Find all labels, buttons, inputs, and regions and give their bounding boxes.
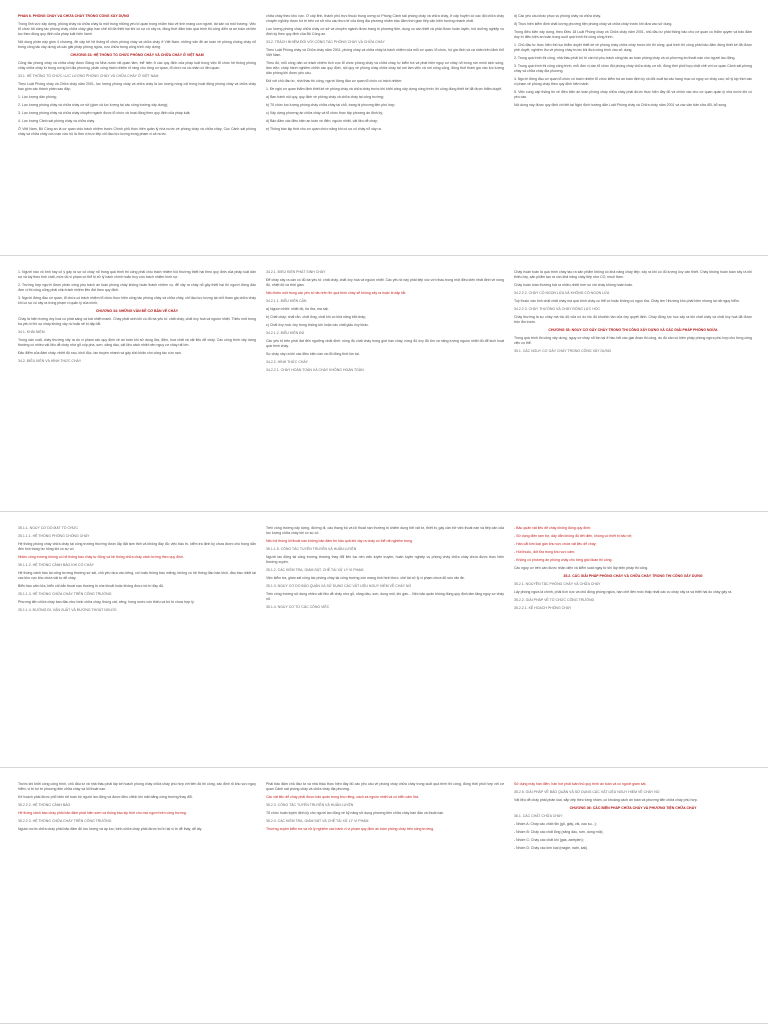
section-heading: 35.1. CÁC NGUY CƠ GÂY CHÁY TRONG CÔNG XÂY DỰNG: [514, 349, 612, 353]
paragraph: Trước khi khởi công công trình, chủ đầu tư và nhà thầu phải lập kế hoạch phòng cháy chữa cháy phù hợp với tiến độ thi công, xác định rõ khu vực nguy hiểm, vị trí bố trí phương tiện chữa cháy và lối thoát nạn.: [18, 782, 256, 791]
text-column: [514, 782, 752, 1016]
document-page: [0, 256, 768, 512]
section-heading: 35.1.2. CÁC KIỂM TRA, GIÁM SÁT, CHẾ TÀI XỬ LÝ VI PHẠM: [266, 568, 364, 572]
paragraph: Ở Việt Nam, Bộ Công an là cơ quan chịu trách nhiệm trước Chính phủ thực hiện quản lý nhà nước về phòng cháy và chữa cháy; Cục Cảnh sát phòng cháy và chữa cháy cứu nạn cứu hộ là đơn vị trực tiếp chỉ đạo lực lượng trong phạm vi cả nước.: [18, 127, 256, 136]
paragraph: Trên công trường sử dụng nhiều vật liệu dễ cháy như gỗ, xăng dầu, sơn, dung môi, khí gas... Việc bảo quản không đúng quy định làm tăng nguy cơ cháy nổ.: [266, 592, 504, 601]
paragraph: Cháy là hiện tượng ôxy hoá có phát sáng và toả nhiệt mạnh. Cháy phát sinh khi có đủ ba yếu tố: chất cháy, chất ôxy hoá và nguồn nhiệt. Thiếu một trong ba yếu tố thì sự cháy không xảy ra hoặc sẽ bị dập tắt.: [18, 317, 256, 326]
section-heading: 34.2.1.2. ĐIỀU KIỆN ĐỦ: [266, 331, 305, 335]
section-heading: 35.2.3. CÔNG TÁC TUYÊN TRUYỀN VÀ HUẤN LUYỆN: [266, 803, 354, 807]
section-heading: 34.2.2.1. CHÁY HOÀN TOÀN VÀ CHÁY KHÔNG HOÀN TOÀN: [266, 368, 364, 372]
paragraph: Nội dung này được quy định chi tiết tại Nghị định hướng dẫn Luật Phòng cháy và Chữa cháy năm 2001 và các văn bản sửa đổi, bổ sung.: [514, 103, 728, 107]
text-column: [514, 14, 752, 248]
section-heading: 33.2. TRÁCH NHIỆM ĐỐI VỚI CÔNG TÁC PHÒNG CHÁY VÀ CHỮA CHÁY: [266, 40, 385, 44]
section-heading: 34.2. ĐIỀU KIỆN VÀ HÌNH THỨC CHÁY: [18, 359, 82, 363]
paragraph: Các vật liệu dễ cháy phải được bảo quản trong kho riêng, cách xa nguồn nhiệt và có biển cấm lửa.: [266, 795, 420, 799]
paragraph: 5. Việc cung cấp thông tin về điều kiện an toàn phòng cháy chữa cháy phải được thực hiện đầy đủ và chính xác cho cơ quan quản lý nhà nước khi có yêu cầu.: [514, 90, 752, 99]
paragraph: Hệ thống cảnh báo cháy phải bảo đảm phát hiện sớm và thông báo kịp thời cho mọi người trên công trường.: [18, 811, 187, 815]
paragraph: e) Thông báo kịp thời cho cơ quan chức năng khi có sự cố cháy nổ xảy ra.: [266, 127, 382, 131]
paragraph: Kế hoạch phải được phổ biến tới toàn bộ người lao động và được điều chỉnh khi mặt bằng công trường thay đổi.: [18, 795, 193, 799]
section-heading: 34.2.1. ĐIỀU KIỆN PHÁT SINH CHÁY: [266, 270, 326, 274]
paragraph: 4. Lực lượng Cảnh sát phòng cháy và chữa cháy.: [18, 119, 95, 123]
paragraph: 4. Người đứng đầu cơ quan tổ chức có trách nhiệm tổ chức kiểm tra an toàn định kỳ và đột xuất tại các hạng mục có nguy cơ cháy cao; xử lý kịp thời các vi phạm về phòng cháy theo quy định hiện hành.: [514, 77, 752, 86]
paragraph: Các nguy cơ trên cần được nhận diện và kiểm soát ngay từ khi lập biện pháp thi công.: [514, 566, 649, 570]
paragraph: - Nhóm C: Cháy các chất khí (gas, axetylen);: [514, 838, 584, 842]
paragraph: Trong sản xuất, cháy thường xảy ra do vi phạm các quy định về an toàn khi sử dụng lửa, điện, hoá chất và vật liệu dễ cháy. Các công trình xây dựng thường có nhiều vật liệu dễ cháy như gỗ cốp pha, sơn, xăng dầu, vật liệu cách nhiệt nên nguy cơ cháy rất lớn.: [18, 338, 256, 347]
section-heading: 35.2.2. GIẢI PHÁP VỀ TỔ CHỨC CÔNG TRƯỜNG: [514, 598, 595, 602]
section-heading: 34.1. KHÁI NIỆM: [18, 330, 45, 334]
paragraph: 1. Người nào vô tình hay cố ý gây ra sự cố cháy nổ trong quá trình thi công phải chịu trách nhiệm bồi thường thiệt hại theo quy định của pháp luật dân sự và tuỳ theo tính chất, mức độ vi phạm có thể bị xử lý hành chính hoặc truy cứu trách nhiệm hình sự.: [18, 270, 256, 279]
paragraph: Theo đó, mỗi công dân có trách nhiệm tích cực tổ chức phòng cháy và chữa cháy, tự kiểm tra và phát hiện nguy cơ cháy nổ trong nơi mình sinh sống, làm việc; chấp hành nghiêm chỉnh các quy định, nội quy về phòng cháy chữa cháy tại nơi làm việc và nơi công cộng, đồng thời tham gia vào lực lượng dân phòng khi được yêu cầu.: [266, 61, 504, 75]
paragraph: - Bảo quản vật liệu dễ cháy không đúng quy định;: [514, 526, 591, 530]
text-column: [18, 782, 256, 1016]
paragraph: - Nhóm B: Cháy các chất lỏng (xăng dầu, sơn, dung môi);: [514, 830, 604, 834]
paragraph: Nội dung phần này gồm 4 chương, đề cập tới hệ thống tổ chức phòng cháy và chữa cháy ở Việt Nam, những vấn đề an toàn về phòng chống cháy nổ trong công tác xây dựng và các giải pháp phòng ngừa, cứu chữa trong công trình xây dựng.: [18, 40, 256, 49]
section-heading: 36.1. CÁC CHẤT CHỮA CHÁY: [514, 814, 563, 818]
paragraph: Trên công trường xây dựng, đường đi, cầu thang bộ và lối thoát nạn thường bị chiếm dụng bởi vật tư, thiết bị, gây cản trở việc thoát nạn và tiếp cận của lực lượng chữa cháy khi có sự cố.: [266, 526, 504, 535]
chapter-heading: CHƯƠNG 35: NGUY CƠ GÂY CHÁY TRONG THI CÔNG XÂY DỰNG VÀ CÁC GIẢI PHÁP PHÒNG NGỪA: [548, 328, 718, 332]
paragraph: Trong lĩnh vực xây dựng, phòng cháy và chữa cháy là một trong những yếu tố quan trọng nhằm bảo vệ tính mạng con người, tài sản và môi trường. Việc tổ chức tốt công tác phòng cháy chữa cháy giúp hạn chế tối đa thiệt hại khi có sự cố xảy ra, đồng thời đảm bảo quá trình thi công diễn ra an toàn và liên tục theo đúng quy định của pháp luật hiện hành.: [18, 22, 256, 36]
paragraph: - Sử dụng điện tạm bợ, dây dẫn không đủ tiết diện, không có thiết bị bảo vệ;: [514, 534, 633, 538]
section-heading: 35.1.3. NGUY CƠ DO BẢO QUẢN VÀ SỬ DỤNG CÁC VẬT LIỆU NGUY HIỂM VỀ CHÁY NỔ: [266, 584, 412, 588]
paragraph: 1. Lực lượng dân phòng;: [18, 95, 57, 99]
text-column: [514, 526, 752, 760]
paragraph: Theo Luật Phòng cháy và Chữa cháy năm 2001, lực lượng phòng cháy và chữa cháy là lực lượng nòng cốt trong hoạt động phòng cháy và chữa cháy bao gồm các thành phần sau đây:: [18, 82, 256, 91]
paragraph: d) Bảo đảm các điều kiện an toàn về điện, nguồn nhiệt, vật liệu dễ cháy;: [266, 119, 378, 123]
paragraph: Sử dụng máy hàn điện, hàn hơi phải tuân thủ quy trình an toàn và có người giám sát.: [514, 782, 647, 786]
text-column: [18, 14, 256, 248]
section-heading: 35.2.1. NGUYÊN TẮC PHÒNG CHÁY VÀ CHỮA CHÁY: [514, 582, 601, 586]
paragraph: Công tác phòng cháy và chữa cháy được Đảng và Nhà nước rất quan tâm, thể hiện ở các quy định của pháp luật trong việc tổ chức hệ thống phòng cháy chữa cháy từ trung ương tới địa phương, phân công trách nhiệm rõ ràng cho từng cơ quan, tổ chức và cá nhân có liên quan.: [18, 61, 256, 70]
paragraph: a) Nguồn nhiệt: nhiệt độ, tia lửa, ma sát;: [266, 307, 329, 311]
section-heading: 33.1. HỆ THỐNG TỔ CHỨC LỰC LƯỢNG PHÒNG CHÁY VÀ CHỮA CHÁY Ở VIỆT NAM: [18, 74, 159, 78]
paragraph: Đối với chủ đầu tư, nhà thầu thi công, người đứng đầu cơ quan tổ chức có trách nhiệm:: [266, 79, 403, 83]
paragraph: c) Xây dựng phương án chữa cháy và tổ chức thực tập phương án định kỳ;: [266, 111, 384, 115]
paragraph: Hệ thống cảnh báo tại công trường thường sơ sài, chủ yếu dựa vào kẻng, còi hoặc thông báo miệng; không có hệ thống đầu báo khói, đầu báo nhiệt tại các khu vực kho chứa vật tư dễ cháy.: [18, 571, 256, 580]
paragraph: Nếu hệ thống lối thoát nạn không bảo đảm thì hậu quả khi xảy ra cháy có thể rất nghiêm trọng.: [266, 539, 413, 543]
paragraph: - Nhóm A: Cháy các chất rắn (gỗ, giấy, vải, cao su...);: [514, 822, 597, 826]
paragraph: c) Chất ôxy hoá: ôxy trong không khí hoặc các chất giàu ôxy khác.: [266, 323, 369, 327]
paragraph: Phải bảo đảm chủ đầu tư và nhà thầu thực hiện đầy đủ các yêu cầu về phòng cháy chữa cháy trong suốt quá trình thi công, đồng thời phối hợp với cơ quan Cảnh sát phòng cháy và chữa cháy địa phương.: [266, 782, 504, 791]
paragraph: 2. Trường hợp người được phân công phụ trách an toàn phòng cháy không hoàn thành nhiệm vụ, để xảy ra cháy nổ gây thiệt hại thì người đứng đầu đơn vị thi công cũng phải chịu trách nhiệm liên đới theo quy định.: [18, 283, 256, 292]
section-heading: 35.1.1.3. HỆ THỐNG CHỮA CHÁY TRÊN CÔNG TRƯỜNG: [18, 592, 112, 596]
paragraph: 3. Lực lượng phòng cháy và chữa cháy chuyên ngành được tổ chức và hoạt động theo quy định của pháp luật;: [18, 111, 191, 115]
paragraph: Việc kiểm tra, giám sát công tác phòng cháy tại công trường còn mang tính hình thức; chế tài xử lý vi phạm chưa đủ sức răn đe.: [266, 576, 465, 580]
paragraph: Tuỳ thuộc vào tính chất chất cháy mà quá trình cháy có thể có hoặc không có ngọn lửa. Cháy âm ỉ thường khó phát hiện nhưng lại rất nguy hiểm.: [514, 299, 740, 303]
paragraph: Biển báo cấm lửa, biển chỉ dẫn thoát nạn thường bị che khuất hoặc không được bố trí đầy đủ.: [18, 584, 164, 588]
paragraph: Lấy phòng ngừa là chính, phải tích cực và chủ động phòng ngừa, hạn chế đến mức thấp nhất các vụ cháy xảy ra và thiệt hại do cháy gây ra.: [514, 590, 733, 594]
chapter-heading: 35.2. CÁC GIẢI PHÁP PHÒNG CHÁY VÀ CHỮA CHÁY TRONG THI CÔNG XÂY DỰNG: [563, 574, 703, 578]
paragraph: Lực lượng phòng cháy chữa cháy cơ sở và chuyên ngành được trang bị phương tiện, dụng cụ cần thiết và phải được huấn luyện, bồi dưỡng nghiệp vụ định kỳ theo quy định của Bộ Công an.: [266, 27, 504, 36]
paragraph: Nhiều công trường không có hệ thống báo cháy tự động và hệ thống chữa cháy vách tường theo quy định.: [18, 555, 184, 559]
section-heading: 34.2.1.1. ĐIỀU KIỆN CẦN: [266, 299, 307, 303]
section-heading: 34.2.2. HÌNH THỨC CHÁY: [266, 360, 309, 364]
section-heading: 35.1.1.5. CÔNG TÁC TUYÊN TRUYỀN VÀ HUẤN LUYỆN: [266, 547, 357, 551]
paragraph: Thường xuyên kiểm tra và xử lý nghiêm các hành vi vi phạm quy định an toàn phòng cháy trên công trường.: [266, 827, 435, 831]
paragraph: 3. Trong quá trình thi công công trình, mỗi đơn vị cần tổ chức đội phòng cháy chữa cháy cơ sở, đồng thời phối hợp chặt chẽ với cơ quan Cảnh sát phòng cháy và chữa cháy địa phương.: [514, 64, 752, 73]
text-column: [18, 270, 256, 504]
paragraph: 2. Trong quá trình thi công, nhà thầu phải bố trí cán bộ phụ trách công tác an toàn phòng cháy và có phương án thoát nạn cho người lao động.: [514, 56, 736, 60]
paragraph: Hệ thống phòng cháy chữa cháy tại công trường thường được lắp đặt tạm thời và không đầy đủ; việc bảo trì, kiểm tra định kỳ chưa được chú trọng dẫn đến tình trạng hư hỏng khi có sự cố.: [18, 542, 256, 551]
paragraph: a) Ban hành nội quy, quy định về phòng cháy và chữa cháy tại công trường;: [266, 95, 384, 99]
paragraph: 1. Chủ đầu tư thực hiện thủ tục thẩm duyệt thiết kế về phòng cháy chữa cháy trước khi thi công; quá trình thi công phải bảo đảm đúng thiết kế đã được phê duyệt, nghiệm thu về phòng cháy trước khi đưa công trình vào sử dụng.: [514, 43, 752, 52]
document-page: [0, 0, 768, 256]
chapter-heading: CHƯƠNG 34: NHỮNG VẤN ĐỀ CƠ BẢN VỀ CHÁY: [95, 309, 179, 313]
paragraph: - Hút thuốc, đốt lửa trong khu vực cấm;: [514, 550, 575, 554]
paragraph: b) Chất cháy: chất rắn, chất lỏng, chất khí có khả năng bắt cháy;: [266, 315, 367, 319]
paragraph: chữa cháy theo khu vực. Ở cấp tỉnh, thành phố trực thuộc trung ương có Phòng Cảnh sát phòng cháy và chữa cháy, ở cấp huyện có các đội chữa cháy chuyên nghiệp được bố trí trên cơ sở nhu cầu thực tế của từng địa phương nhằm bảo đảm thời gian tiếp cận hiện trường nhanh nhất.: [266, 14, 504, 23]
paragraph: - Không có phương án phòng cháy cho từng giai đoạn thi công.: [514, 558, 613, 562]
section-heading: 34.2.2.2. CHÁY CÓ NGỌN LỬA VÀ KHÔNG CÓ NGỌN LỬA: [514, 291, 610, 295]
section-heading: 35.2.5. GIẢI PHÁP VỀ BẢO QUẢN VÀ SỬ DỤNG CÁC VẬT LIỆU NGUY HIỂM VỀ CHÁY NỔ: [514, 790, 660, 794]
paragraph: Phương tiện chữa cháy ban đầu như bình chữa cháy, thùng cát, xẻng, họng nước còn thiếu và bố trí chưa hợp lý.: [18, 600, 195, 604]
paragraph: đ) Thực hiện kiểm định chất lượng phương tiện phòng cháy và chữa cháy trước khi đưa vào sử dụng.: [514, 22, 673, 26]
paragraph: Vật liệu dễ cháy phải phân loại, sắp xếp theo từng nhóm, có khoảng cách an toàn và phương tiện chữa cháy phù hợp.: [514, 798, 698, 802]
document-page: [0, 512, 768, 768]
paragraph: Các yếu tố trên phải đạt đến ngưỡng nhất định: nồng độ chất cháy trong giới hạn cháy, nồng độ ôxy đủ lớn và năng lượng nguồn nhiệt đủ để kích hoạt quá trình cháy.: [266, 339, 504, 348]
section-heading: 35.2.4. CÁC KIỂM TRA, GIÁM SÁT VÀ CHẾ TÀI XỬ LÝ VI PHẠM: [266, 819, 369, 823]
paragraph: Đặc điểm của đám cháy: nhiệt độ cao, khói độc, lan truyền nhanh và gây khó khăn cho công tác cứu nạn.: [18, 351, 182, 355]
text-column: [18, 526, 256, 760]
paragraph: d) Các yêu cầu khác phục vụ phòng cháy và chữa cháy.: [514, 14, 601, 18]
paragraph: - Hàn cắt kim loại gần khu vực chứa vật liệu dễ cháy;: [514, 542, 597, 546]
chapter-heading: PHẦN 6. PHÒNG CHÁY VÀ CHỮA CHÁY TRONG CÔNG XÂY DỰNG: [18, 14, 130, 18]
paragraph: Trong điều kiện xây dựng, theo Điều 18 Luật Phòng cháy và Chữa cháy năm 2001, chủ đầu tư phải thông báo cho cơ quan có thẩm quyền và bảo đảm duy trì điều kiện an toàn trong suốt quá trình thi công công trình.: [514, 30, 752, 39]
text-column: [266, 782, 504, 1016]
section-heading: 35.1.1.2. HỆ THỐNG CẢNH BÁO KHI CÓ CHÁY: [18, 563, 94, 567]
section-heading: 35.1.4. NGUY CƠ TỪ CÁC CÔNG VIỆC: [266, 605, 330, 609]
paragraph: Tổ chức huấn luyện định kỳ cho người lao động về kỹ năng sử dụng phương tiện chữa cháy ban đầu và thoát nạn.: [266, 811, 445, 815]
paragraph: Để cháy xảy ra cần có đủ ba yếu tố: chất cháy, chất ôxy hoá và nguồn nhiệt. Các yếu tố này phải tiếp xúc với nhau trong một điều kiện nhất định về nồng độ, nhiệt độ và thời gian.: [266, 278, 504, 287]
section-heading: 35.1.1.4. ĐƯỜNG ĐI, VẬN XUẤT VÀ ĐƯỜNG THOÁT NGƯỜI: [18, 608, 117, 612]
paragraph: 3. Người đứng đầu cơ quan, tổ chức có trách nhiệm tổ chức thực hiện công tác phòng cháy và chữa cháy, chỉ đạo lực lượng tại chỗ tham gia chữa cháy khi có sự cố xảy ra trong phạm vi quản lý của mình.: [18, 296, 256, 305]
chapter-heading: CHƯƠNG 36: CÁC BIỆN PHÁP CHỮA CHÁY VÀ PHƯƠNG TIỆN CHỮA CHÁY: [569, 806, 697, 810]
text-column: [266, 526, 504, 760]
paragraph: Cháy hoàn toàn thường toả ra nhiều nhiệt hơn so với cháy không hoàn toàn.: [514, 283, 634, 287]
paragraph: Nếu thiếu một trong các yếu tố nêu trên thì quá trình cháy sẽ không xảy ra hoặc bị dập tắt.: [266, 291, 407, 295]
section-heading: 34.2.2.3. CHÁY THƯỜNG VÀ CHÁY ĐỘNG LỰC HỌC: [514, 307, 601, 311]
section-heading: 35.1.1.1. HỆ THỐNG PHÒNG CHỐNG CHÁY: [18, 534, 90, 538]
paragraph: Cháy thường là sự cháy mà tốc độ của nó do tốc độ khuếch tán của ôxy quyết định. Cháy động lực học xảy ra khi chất cháy và chất ôxy hoá đã được trộn lẫn trước.: [514, 315, 752, 324]
section-heading: 35.2.2.2. HỆ THỐNG CẢNH BÁO: [18, 803, 71, 807]
text-column: [266, 14, 504, 248]
chapter-heading: CHƯƠNG 33: HỆ THỐNG TỔ CHỨC PHÒNG CHÁY VÀ CHỮA CHÁY Ở VIỆT NAM: [70, 53, 204, 57]
paragraph: Nguồn nước chữa cháy phải bảo đảm đủ lưu lượng và áp lực; bình chữa cháy phải được bố trí tại vị trí dễ thấy, dễ lấy.: [18, 827, 203, 831]
paragraph: Sự cháy xảy ra khi các điều kiện cần và đủ đồng thời tồn tại.: [266, 352, 360, 356]
paragraph: Cháy hoàn toàn là quá trình cháy tạo ra sản phẩm không có khả năng cháy tiếp; xảy ra khi có đủ lượng ôxy cần thiết. Cháy không hoàn toàn xảy ra khi thiếu ôxy, sản phẩm tạo ra còn khả năng cháy tiếp như CO, muội than.: [514, 270, 752, 279]
section-heading: 35.1.1. NGUY CƠ DO MẤT TỔ CHỨC: [18, 526, 79, 530]
section-heading: 35.2.2.3. HỆ THỐNG CHỮA CHÁY TRÊN CÔNG TRƯỜNG: [18, 819, 112, 823]
paragraph: b) Tổ chức lực lượng phòng cháy chữa cháy tại chỗ, trang bị phương tiện phù hợp;: [266, 103, 396, 107]
document-page: [0, 768, 768, 1024]
paragraph: 2. Lực lượng phòng cháy và chữa cháy cơ sở (gồm cả lực lượng tại các công trường xây dựng);: [18, 103, 169, 107]
paragraph: 1. Đề nghị cơ quan thẩm định thiết kế về phòng cháy và chữa cháy trước khi khởi công xây dựng công trình; thi công đúng thiết kế đã được thẩm duyệt.: [266, 87, 503, 91]
text-column: [514, 270, 752, 504]
section-heading: 35.2.2.1. KẾ HOẠCH PHÒNG CHÁY: [514, 606, 572, 610]
text-column: [266, 270, 504, 504]
paragraph: Người lao động tại công trường thường thay đổi liên tục nên việc tuyên truyền, huấn luyện nghiệp vụ phòng cháy chữa cháy chưa được thực hiện thường xuyên.: [266, 555, 504, 564]
paragraph: Theo Luật Phòng cháy và Chữa cháy năm 2001, phòng cháy và chữa cháy là trách nhiệm của mỗi cơ quan, tổ chức, hộ gia đình và cá nhân trên lãnh thổ Việt Nam.: [266, 48, 504, 57]
paragraph: Trong quá trình thi công xây dựng, nguy cơ cháy nổ tồn tại ở hầu hết các giai đoạn thi công, do đó cần có biện pháp phòng ngừa phù hợp cho từng công việc cụ thể.: [514, 336, 752, 345]
paragraph: - Nhóm D: Cháy các kim loại (magie, natri, kali).: [514, 846, 589, 850]
